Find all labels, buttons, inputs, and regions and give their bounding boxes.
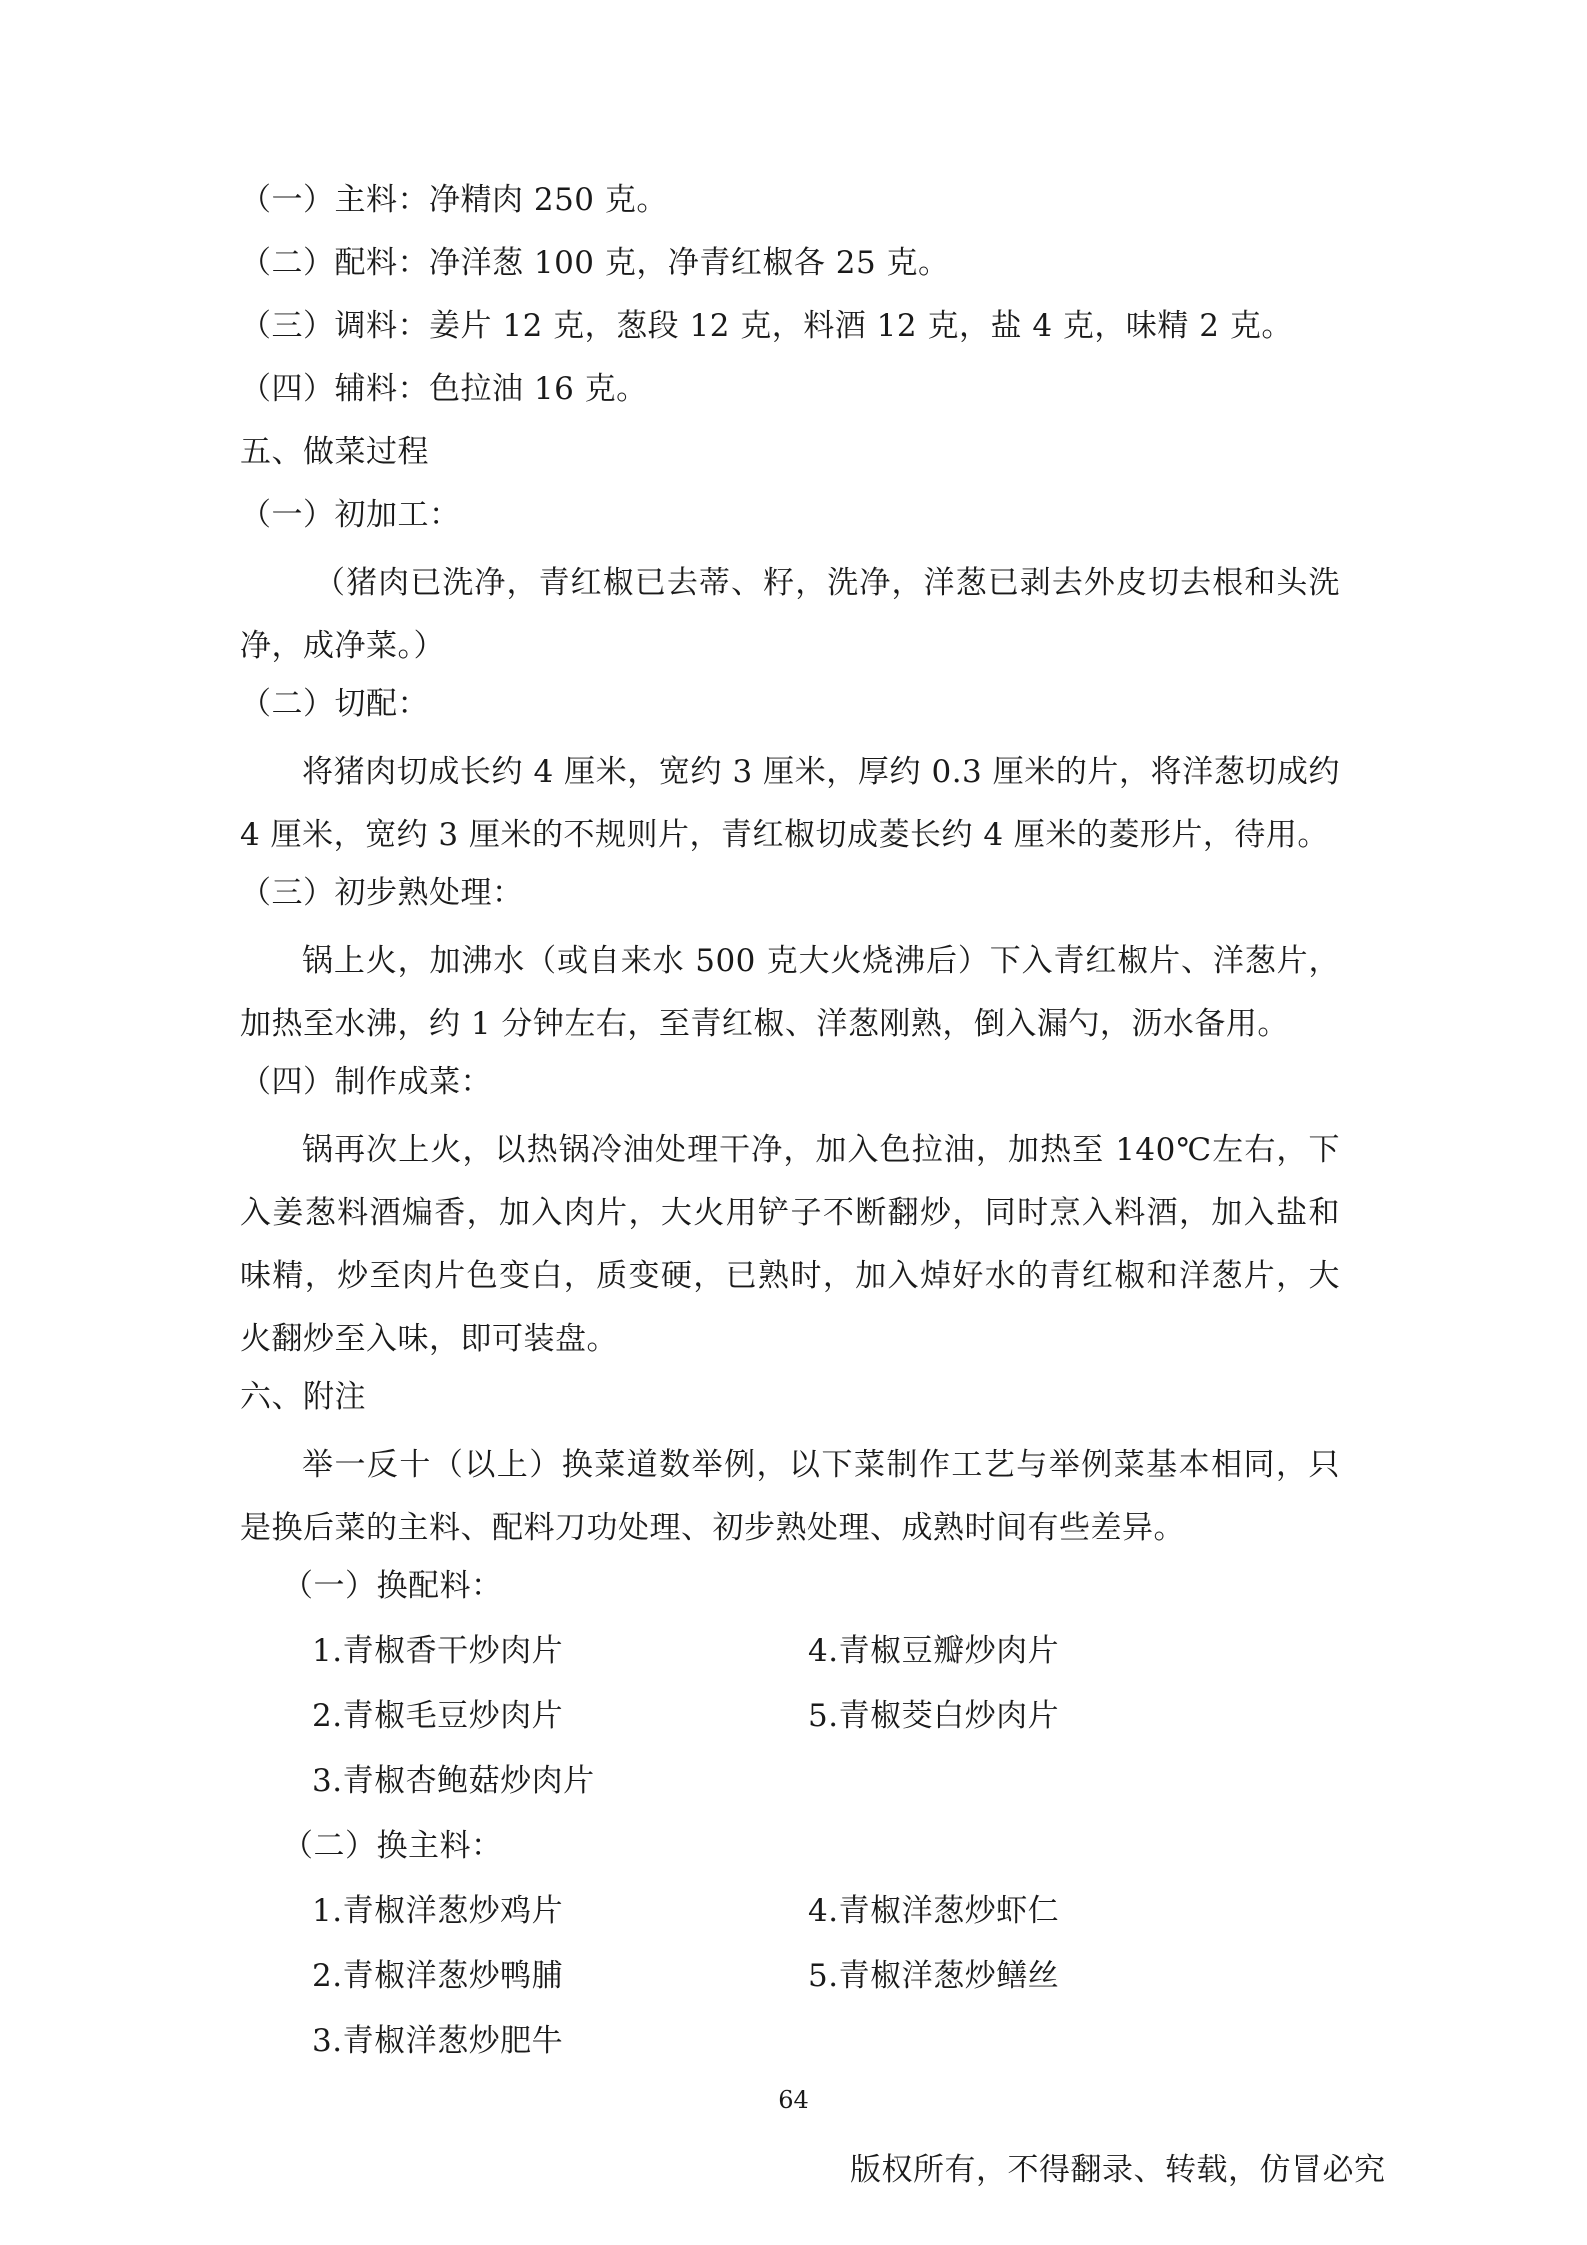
step2-title: （二）切配： [240, 686, 429, 722]
list-item: 5.青椒洋葱炒鳝丝 [808, 1958, 1060, 1994]
step1-text: （猪肉已洗净，青红椒已去蒂、籽，洗净，洋葱已剥去外皮切去根和头洗净，成净菜。） [240, 565, 1340, 664]
step3-title: （三）初步熟处理： [240, 875, 524, 911]
list-item: 1.青椒洋葱炒鸡片 [312, 1893, 564, 1929]
list-item: 2.青椒毛豆炒肉片 [312, 1698, 564, 1734]
list-item: 4.青椒豆瓣炒肉片 [808, 1633, 1060, 1669]
ingredient-secondary: （二）配料：净洋葱 100 克，净青红椒各 25 克。 [240, 245, 950, 281]
page-number: 64 [778, 2086, 809, 2114]
swap-secondary-title: （一）换配料： [282, 1568, 503, 1604]
list-item: 3.青椒杏鲍菇炒肉片 [312, 1763, 595, 1799]
ingredient-main: （一）主料：净精肉 250 克。 [240, 182, 668, 218]
ingredient-auxiliary: （四）辅料：色拉油 16 克。 [240, 371, 648, 407]
section-heading-notes: 六、附注 [240, 1379, 366, 1415]
list-item: 2.青椒洋葱炒鸭脯 [312, 1958, 564, 1994]
step4-title: （四）制作成菜： [240, 1064, 492, 1100]
list-item: 5.青椒茭白炒肉片 [808, 1698, 1060, 1734]
section-heading-process: 五、做菜过程 [240, 434, 429, 470]
notes-intro: 举一反十（以上）换菜道数举例，以下菜制作工艺与举例菜基本相同，只是换后菜的主料、配料刀功处理、初步熟处理、成熟时间有些差异。 [240, 1447, 1340, 1546]
step3-text: 锅上火，加沸水（或自来水 500 克大火烧沸后）下入青红椒片、洋葱片，加热至水沸，约 1 分钟左右，至青红椒、洋葱刚熟，倒入漏勺，沥水备用。 [240, 943, 1340, 1042]
swap-main-title: （二）换主料： [282, 1828, 503, 1864]
copyright-notice: 版权所有，不得翻录、转载，仿冒必究 [850, 2152, 1386, 2188]
step1-title: （一）初加工： [240, 497, 461, 533]
step2-text: 将猪肉切成长约 4 厘米，宽约 3 厘米，厚约 0.3 厘米的片，将洋葱切成约 4 厘米，宽约 3 厘米的不规则片，青红椒切成菱长约 4 厘米的菱形片，待用。 [240, 754, 1340, 853]
list-item: 4.青椒洋葱炒虾仁 [808, 1893, 1060, 1929]
list-item: 1.青椒香干炒肉片 [312, 1633, 564, 1669]
list-item: 3.青椒洋葱炒肥牛 [312, 2023, 564, 2059]
step4-text: 锅再次上火，以热锅冷油处理干净，加入色拉油，加热至 140℃左右，下入姜葱料酒煸香，加入肉片，大火用铲子不断翻炒，同时烹入料酒，加入盐和味精，炒至肉片色变白，质变硬，已熟时，加入焯好水的青红椒和洋葱片，大火翻炒至入味，即可装盘。 [240, 1132, 1340, 1357]
ingredient-seasoning: （三）调料：姜片 12 克，葱段 12 克，料酒 12 克，盐 4 克，味精 2 克。 [240, 308, 1293, 344]
